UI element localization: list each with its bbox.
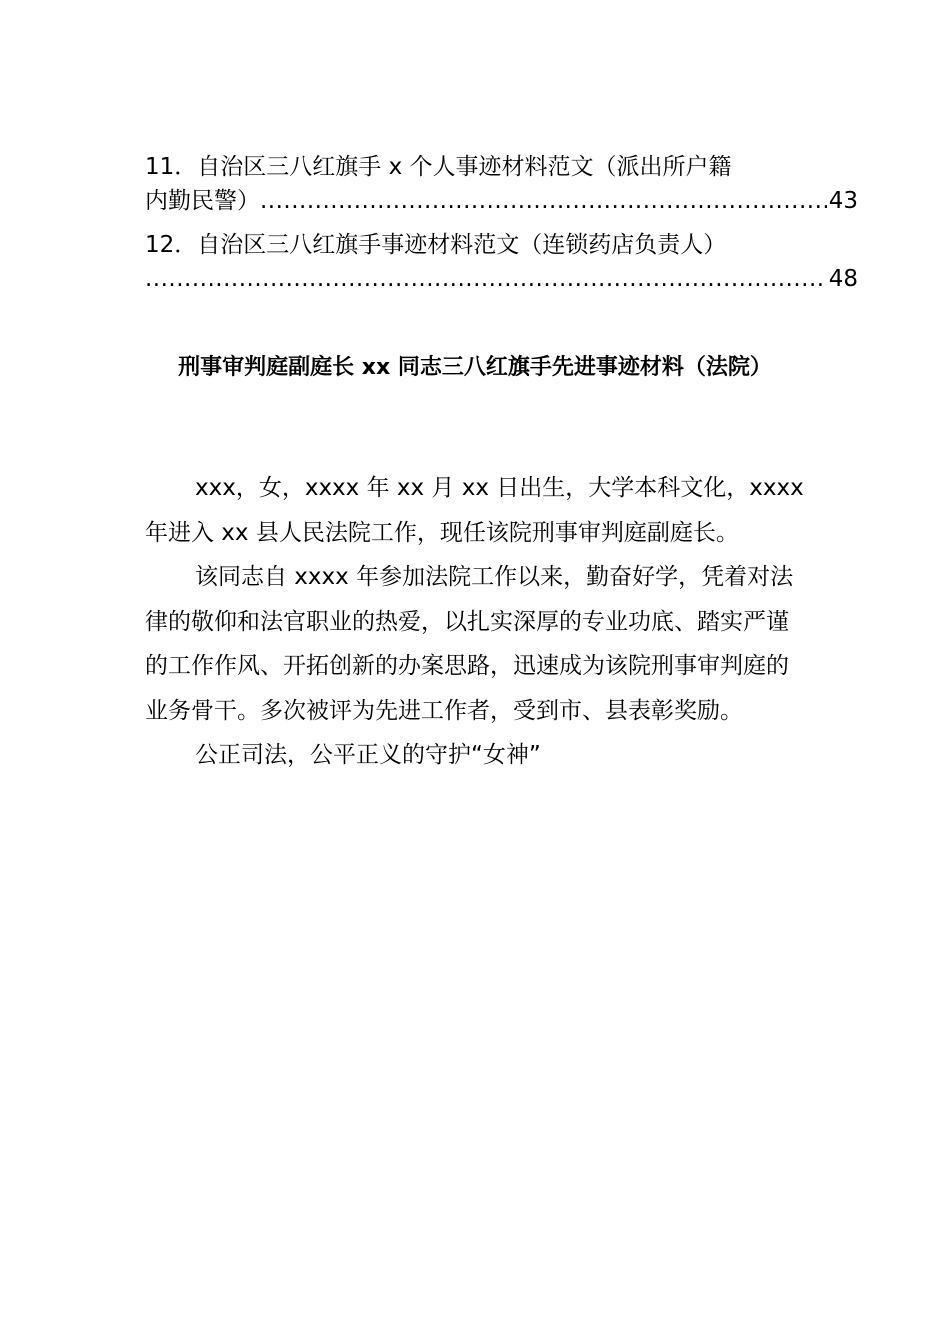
table-of-contents [145, 150, 858, 296]
toc-entry-title: 12．自治区三八红旗手事迹材料范文（连锁药店负责人） [145, 232, 727, 258]
article-title: 刑事审判庭副庭长 xx 同志三八红旗手先进事迹材料（法院） [178, 355, 772, 380]
article-body [145, 466, 805, 778]
toc-entry-leader-line [145, 262, 858, 296]
toc-entry-title-continued: 内勤民警） [145, 188, 260, 214]
dot-leader [145, 262, 827, 296]
body-paragraph-2: 该同志自 xxxx 年参加法院工作以来，勤奋好学，凭着对法律的敬仰和法官职业的热爱，以扎实深厚的专业功底、踏实严谨的工作作风、开拓创新的办案思路，迅速成为该院刑事审判庭的业务骨干。多次被评为先进工作者，受到市、县表彰奖励。 [145, 564, 794, 724]
toc-page-number: 48 [828, 266, 858, 292]
body-paragraph-1: xxx，女，xxxx 年 xx 月 xx 日出生，大学本科文化，xxxx 年进入 xx 县人民法院工作，现任该院刑事审判庭副庭长。 [145, 475, 804, 546]
dot-leader [260, 184, 827, 218]
toc-entry-12[interactable] [145, 228, 858, 296]
toc-entry-title: 11．自治区三八红旗手 x 个人事迹材料范文（派出所户籍 [145, 154, 732, 180]
toc-entry-leader-line [145, 184, 858, 218]
toc-page-number: 43 [828, 188, 858, 214]
toc-entry-11[interactable] [145, 150, 858, 218]
section-heading: 公正司法，公平正义的守护“女神” [195, 742, 541, 768]
